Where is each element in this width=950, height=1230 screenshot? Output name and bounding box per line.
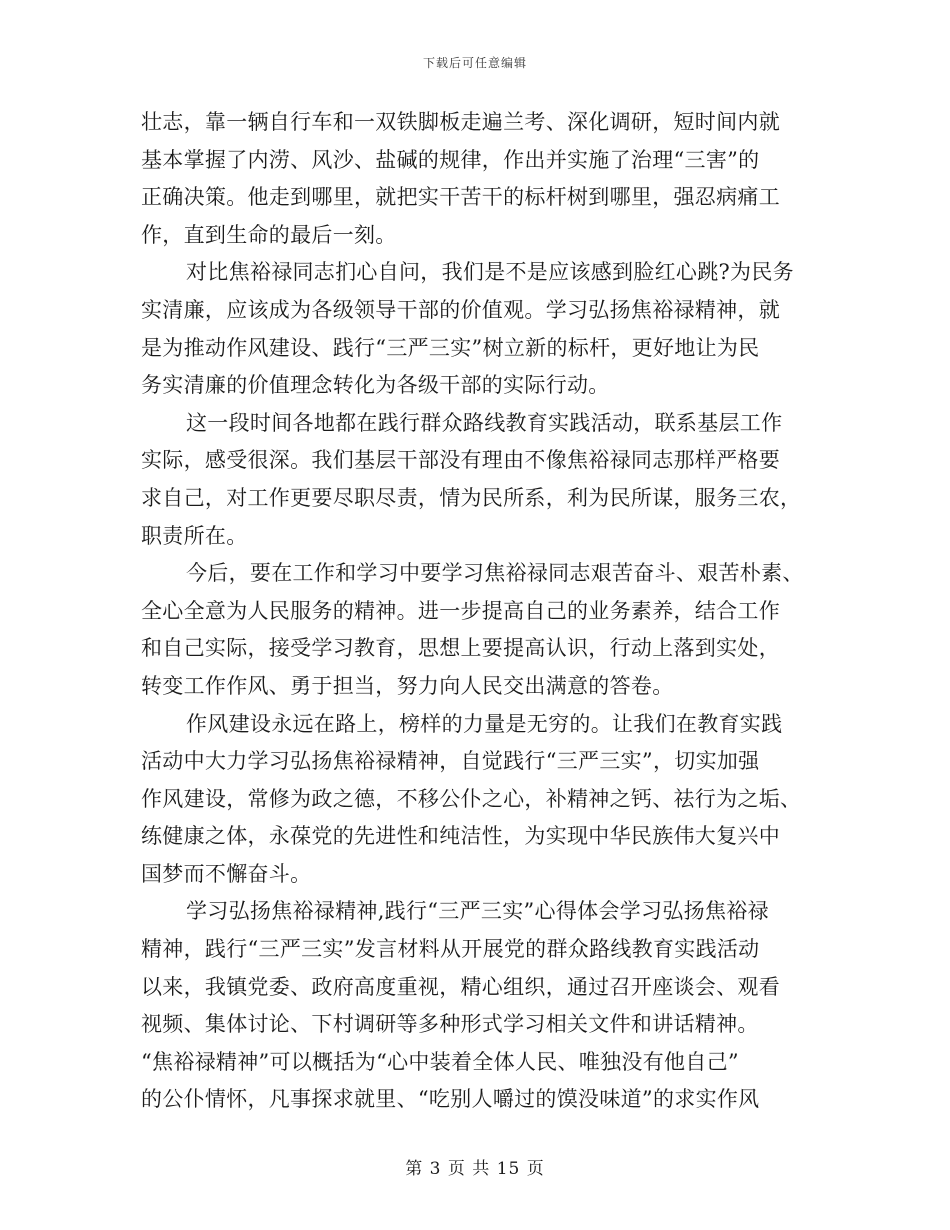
page-header-note: 下载后可任意编辑 [422, 56, 527, 70]
paragraph-first-line: 作风建设永远在路上，榜样的力量是无穷的。让我们在教育实践 [186, 711, 783, 736]
text-line: 的公仆情怀，凡事探求就里、“吃别人嚼过的馍没味道”的求实作风 [141, 1087, 760, 1112]
page-number: 第 3 页 共 15 页 [405, 1159, 545, 1179]
text-line: 是为推动作风建设、践行“三严三实”树立新的标杆，更好地让为民 [141, 335, 760, 360]
text-line: 和自己实际，接受学习教育，思想上要提高认识，行动上落到实处， [141, 636, 780, 661]
text-line: 基本掌握了内涝、风沙、盐碱的规律，作出并实施了治理“三害”的 [141, 147, 760, 172]
text-line: 正确决策。他走到哪里，就把实干苦干的标杆树到哪里，强忍病痛工 [141, 185, 780, 210]
text-line: 实际，感受很深。我们基层干部没有理由不像焦裕禄同志那样严格要 [141, 448, 780, 473]
text-line: 作风建设，常修为政之德，不移公仆之心，补精神之钙、祛行为之垢、 [141, 786, 802, 811]
text-line: 国梦而不懈奋斗。 [141, 861, 312, 886]
text-line: 精神，践行“三严三实”发言材料从开展党的群众路线教育实践活动 [141, 937, 760, 962]
text-line: 职责所在。 [141, 523, 248, 548]
text-line: 壮志，靠一辆自行车和一双铁脚板走遍兰考、深化调研，短时间内就 [141, 110, 780, 134]
paragraph-first-line: 对比焦裕禄同志扪心自问，我们是不是应该感到脸红心跳?为民务 [186, 260, 794, 285]
text-line: 以来，我镇党委、政府高度重视，精心组织，通过召开座谈会、观看 [141, 974, 780, 999]
text-line: 练健康之体，永葆党的先进性和纯洁性，为实现中华民族伟大复兴中 [141, 824, 780, 849]
text-line: 实清廉，应该成为各级领导干部的价值观。学习弘扬焦裕禄精神，就 [141, 297, 780, 322]
text-line: 全心全意为人民服务的精神。进一步提高自己的业务素养，结合工作 [141, 598, 780, 623]
text-line: 务实清廉的价值理念转化为各级干部的实际行动。 [141, 373, 610, 398]
paragraph-first-line: 今后，要在工作和学习中要学习焦裕禄同志艰苦奋斗、艰苦朴素、 [186, 561, 804, 586]
text-line: 求自己，对工作更要尽职尽责，情为民所系，利为民所谋，服务三农， [141, 485, 802, 510]
text-line: 视频、集体讨论、下村调研等多种形式学习相关文件和讲话精神。 [141, 1012, 759, 1037]
text-line: 作，直到生命的最后一刻。 [141, 222, 397, 247]
text-line: “焦裕禄精神”可以概括为“心中装着全体人民、唯独没有他自己” [141, 1049, 739, 1074]
document-body [141, 104, 809, 1119]
paragraph-first-line: 学习弘扬焦裕禄精神,践行“三严三实”心得体会学习弘扬焦裕禄 [186, 899, 769, 924]
text-line: 转变工作作风、勇于担当，努力向人民交出满意的答卷。 [141, 673, 674, 698]
text-line: 活动中大力学习弘扬焦裕禄精神，自觉践行“三严三实”，切实加强 [141, 749, 760, 774]
paragraph-first-line: 这一段时间各地都在践行群众路线教育实践活动，联系基层工作 [186, 410, 783, 435]
